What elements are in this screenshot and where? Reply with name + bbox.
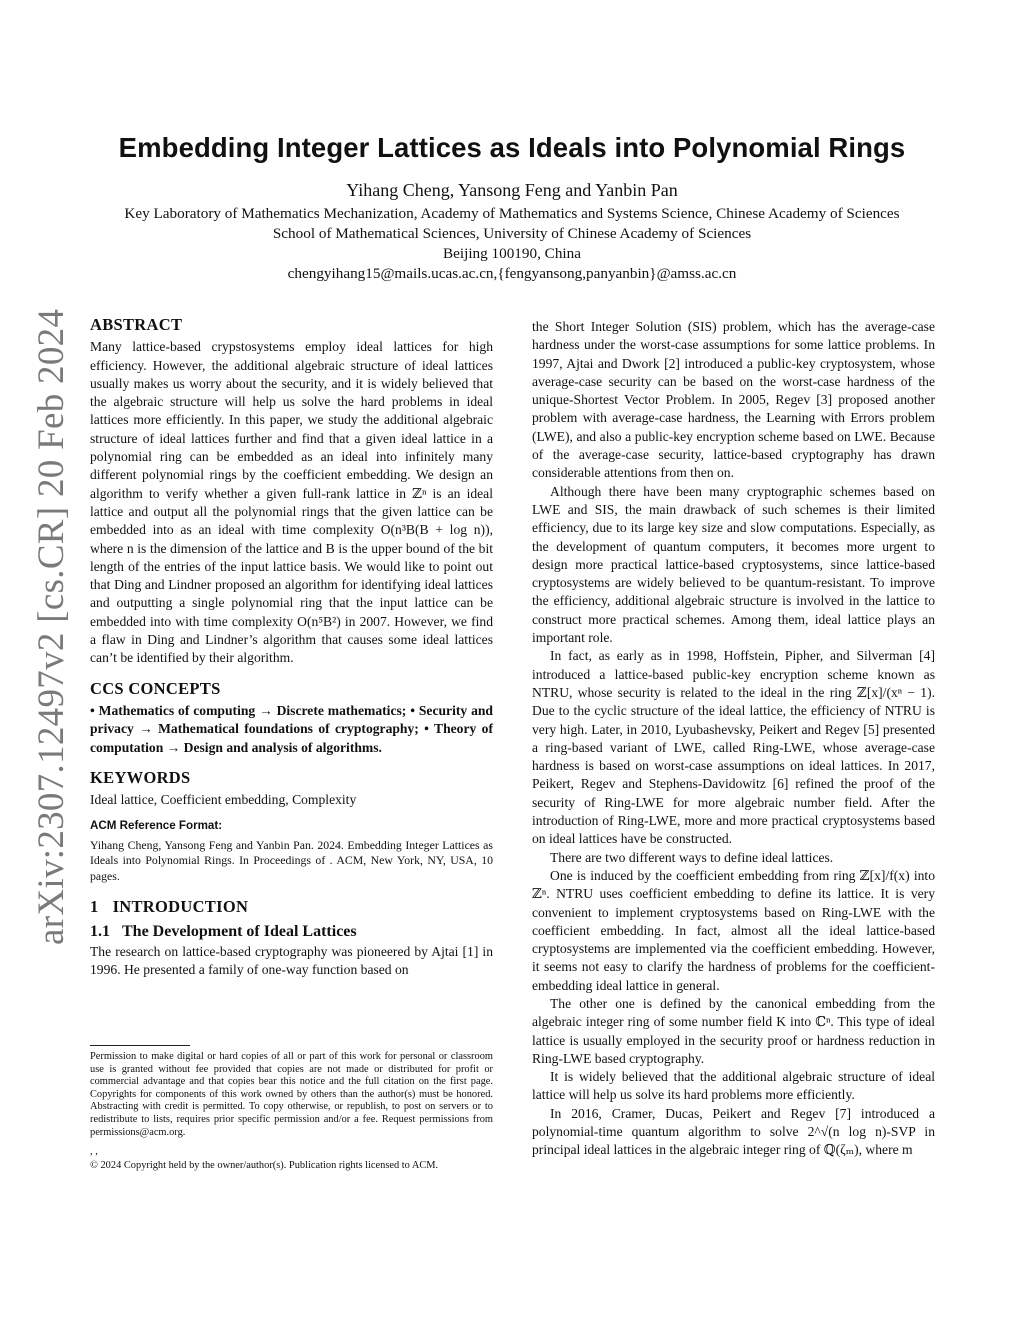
paragraph: One is induced by the coefficient embedding from ring ℤ[x]/f(x) into ℤⁿ. NTRU uses coefficient embedding to define its lattice. It is very convenient to implement cryptosystems based on Ring-LWE with the coefficient embedding. In fact, almost all the ideal lattice-based cryptosystems are implemented via the coefficient embedding. However, it seems not easy to clarify the hardness of problems for the coefficient-embedding ideal lattice in general. — [532, 867, 935, 993]
subsection-heading — [90, 923, 493, 941]
section-number: 1 — [90, 897, 99, 917]
paragraph: In 2016, Cramer, Ducas, Peikert and Regev [7] introduced a polynomial-time quantum algorithm to solve 2^√(n log n)-SVP in principal ideal lattices in the algebraic integer ring of ℚ(ζₘ), where m — [532, 1105, 935, 1158]
arxiv-stamp: arXiv:2307.12497v2 [cs.CR] 20 Feb 2024 — [31, 308, 72, 945]
section-title: INTRODUCTION — [112, 897, 249, 917]
paragraph: The other one is defined by the canonical embedding from the algebraic integer ring of some number field K into ℂⁿ. This type of ideal lattice is usually employed in the security proof or hardness reduction in Ring-LWE based cryptography. — [532, 995, 935, 1066]
author-emails[interactable]: chengyihang15@mails.ucas.ac.cn,{fengyansong,panyanbin}@amss.ac.cn — [287, 265, 737, 282]
keywords-heading: KEYWORDS — [90, 767, 191, 787]
authors: Yihang Cheng, Yansong Feng and Yanbin Pan — [346, 180, 678, 200]
subsection-title: The Development of Ideal Lattices — [122, 922, 357, 940]
affiliation-line: Key Laboratory of Mathematics Mechanization, Academy of Mathematics and Systems Science, Chinese Academy of Sciences — [124, 205, 900, 222]
permission-notice: Permission to make digital or hard copies of all or part of this work for personal or classroom use is granted without fee provided that copies are not made or distributed for profit or commercial advantage and that copies bear this notice and the full citation on the first page. Copyrights for components of this work owned by others than the author(s) must be honored. Abstracting with credit is permitted. To copy otherwise, or republish, to post on servers or to redistribute to lists, requires prior specific permission and/or a fee. Request permissions from permissions@acm.org. — [90, 1051, 493, 1138]
paragraph: the Short Integer Solution (SIS) problem, which has the average-case hardness under the worst-case assumptions for some lattice problems. In 1997, Ajtai and Dwork [2] introduced a public-key cryptosystem, whose average-case security can be based on the worst-case hardness of the unique-Shortest Vector Problem. In 2005, Regev [3] proposed another problem with average-case hardness, the Learning with Errors problem (LWE), and also a public-key encryption scheme based on LWE. Because of the average-case security, lattice-based cryptography has drawn considerable attentions from then on. — [532, 319, 935, 481]
abstract-heading: ABSTRACT — [90, 315, 183, 334]
abstract-text: Many lattice-based crypstosystems employ ideal lattices for high efficiency. However, the additional algebraic structure of ideal lattices usually makes us worry about the security, and it is widely believed that the algebraic structure will help us solve the hard problems in ideal lattices more efficiently. In this paper, we study the additional algebraic structure of ideal lattices further and find that a given ideal lattice in a polynomial ring can be embedded as an ideal into infinitely many different polynomial rings by the coefficient embedding. We design an algorithm to verify whether a given full-rank lattice in ℤⁿ is an ideal lattice and output all the polynomial rings that the given lattice can be embedded into as an ideal with time complexity O(n³B(B + log n)), where n is the dimension of the lattice and B is the upper bound of the bit length of the entries of the input lattice basis. We would like to point out that Ding and Lindner proposed an algorithm for identifying ideal lattices and outputting a single polynomial ring that the input lattice can be embedded into with time complexity O(n⁵B²) in 2007. However, we find a flaw in Ding and Lindner’s algorithm that causes some ideal lattices can’t be identified by their algorithm. — [90, 339, 493, 666]
keywords-text: Ideal lattice, Coefficient embedding, Complexity — [90, 792, 357, 808]
copyright-notice: © 2024 Copyright held by the owner/author(s). Publication rights licensed to ACM. — [90, 1160, 439, 1171]
conference-info: , , — [90, 1146, 98, 1157]
paragraph: In fact, as early as in 1998, Hoffstein, Pipher, and Silverman [4] introduced a lattice-based public-key encryption scheme known as NTRU, whose security is related to the ideal in the ring ℤ[x]/(xⁿ − 1). Due to the cyclic structure of the ideal lattice, the efficiency of NTRU is very high. Later, in 2010, Lyubashevsky, Peikert and Regev [5] presented a ring-based variant of LWE, called Ring-LWE, whose average-case hardness is based on worst-case assumptions on ideal lattices. In 2017, Peikert, Regev and Stephens-Davidowitz [6] refined the proof of the security of Ring-LWE for more algebraic number field. After the introduction of Ring-LWE, more and more practical cryptosystems based on ideal lattices have be constructed. — [532, 648, 935, 847]
affiliations — [110, 204, 914, 284]
left-column — [90, 316, 493, 979]
ccs-text: • Mathematics of computing → Discrete mathematics; • Security and privacy → Mathematical foundations of cryptography; • Theory of computation → Design and analysis of algorithms. — [90, 702, 493, 755]
paragraph: It is widely believed that the additional algebraic structure of ideal lattice will help us solve its hard problems more efficiently. — [532, 1069, 935, 1103]
affiliation-line: School of Mathematical Sciences, University of Chinese Academy of Sciences — [272, 225, 752, 242]
ccs-heading: CCS CONCEPTS — [90, 678, 221, 698]
paper-title: Embedding Integer Lattices as Ideals into Polynomial Rings — [118, 132, 906, 163]
paragraph: There are two different ways to define ideal lattices. — [550, 849, 834, 865]
footnote-rule — [90, 1045, 190, 1046]
right-column — [532, 318, 935, 1160]
paragraph: Although there have been many cryptographic schemes based on LWE and SIS, the main drawback of such schemes is their limited efficiency, due to its large key size and slow computations. Especially, as the development of quantum computers, it becomes more urgent to design more practical lattice-based cryptosystems, since lattice-based cryptosystems are widely believed to be quantum-resistant. To improve the efficiency, additional algebraic structure is involved in the lattice to construct more practical schemes. Among them, ideal lattice plays an important role. — [532, 483, 935, 646]
intro-paragraph: The research on lattice-based cryptography was pioneered by Ajtai [1] in 1996. He presented a family of one-way function based on — [90, 943, 493, 978]
affiliation-line: Beijing 100190, China — [443, 245, 581, 262]
intro-heading — [90, 898, 493, 916]
subsection-number: 1.1 — [90, 922, 110, 940]
acm-ref-heading: ACM Reference Format: — [90, 819, 223, 833]
acm-ref-text: Yihang Cheng, Yansong Feng and Yanbin Pan. 2024. Embedding Integer Lattices as Ideals into Polynomial Rings. In Proceedings of . ACM, New York, NY, USA, 10 pages. — [90, 837, 493, 883]
